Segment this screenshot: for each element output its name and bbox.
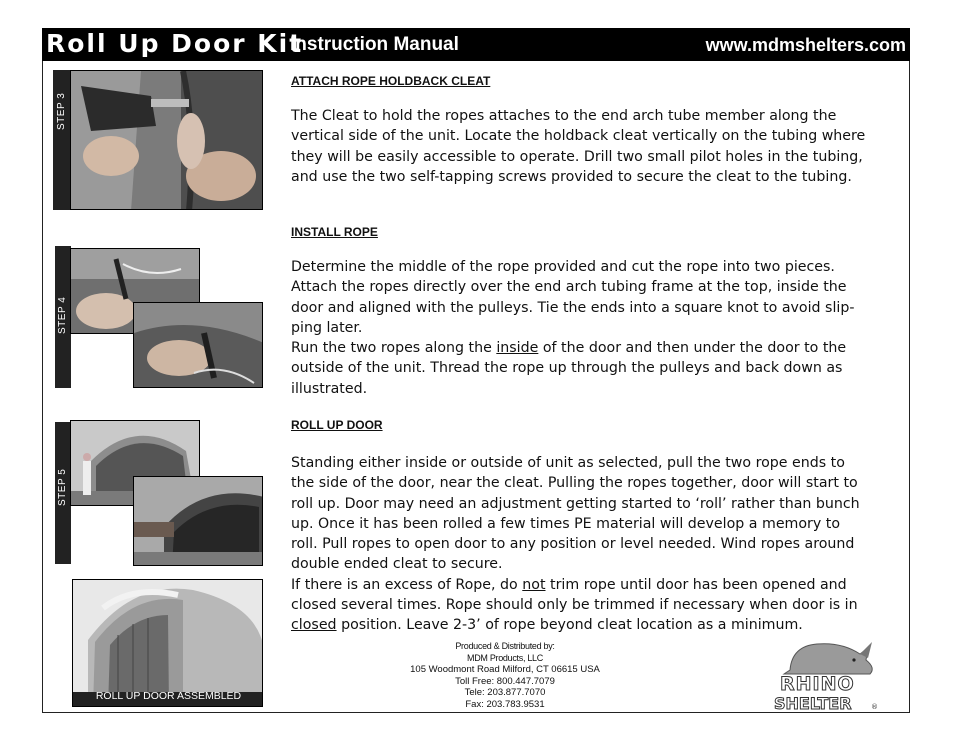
roll-up-paragraph-2 — [291, 575, 866, 636]
emphasis-not: not — [522, 576, 546, 593]
text-run: Run the two ropes along the — [291, 340, 497, 357]
section-body-attach-cleat — [291, 106, 866, 187]
section-title-roll-up-door: ROLL UP DOOR — [291, 418, 383, 432]
step-3-label: STEP 3 — [56, 92, 67, 130]
produced-by-label: Produced & Distributed by: — [455, 641, 555, 651]
step-4-label: STEP 4 — [57, 296, 68, 334]
website-link[interactable]: www.mdmshelters.com — [705, 35, 906, 55]
company-name: MDM Products, LLC — [467, 652, 543, 663]
registered-mark: ® — [871, 703, 878, 711]
text-run: position. Leave 2-3’ of rope beyond cleat location as a minimum. — [336, 617, 803, 634]
step-5-photo-b — [133, 476, 263, 566]
section-body-install-rope — [291, 257, 866, 399]
step-5-bar — [55, 422, 71, 564]
fax-number: Fax: 203.783.9531 — [465, 698, 545, 710]
page-subtitle: Instruction Manual — [290, 34, 459, 55]
text-run: If there is an excess of Rope, do — [291, 576, 523, 593]
assembled-photo — [72, 579, 263, 707]
company-address: 105 Woodmont Road Milford, CT 06615 USA — [410, 664, 600, 675]
section-title-install-rope: INSTALL ROPE — [291, 225, 378, 239]
roll-up-paragraph: Standing either inside or outside of unit as selected, pull the two rope ends to the side of the door, near the cleat. Pulling the ropes together, door will start to roll up. Door may need an adjustment getting started to ‘roll’ rather than bunch up. Once it has been rolled a few times PE material will develop a memory to roll. Pull ropes to open door to any position or level needed. Wind ropes around double ended cleat to secure. — [291, 455, 860, 573]
section-body-roll-up-door — [291, 453, 866, 636]
step-4-bar — [55, 246, 71, 388]
text-run: trim rope until door has been opened and closed several times. Rope should only be trimmed if necessary when door is in — [291, 576, 858, 614]
footer-contact — [360, 641, 650, 710]
install-rope-paragraph-2 — [291, 338, 866, 399]
section-title-attach-cleat: ATTACH ROPE HOLDBACK CLEAT — [291, 74, 491, 88]
attach-cleat-paragraph: The Cleat to hold the ropes attaches to the end arch tube member along the vertical side of the unit. Locate the holdback cleat vertically on the tubing where they will be easily accessible to operate. Drill two small pilot holes in the tubing, and use the two self-tapping screws provided to secure the cleat to the tubing. — [291, 108, 866, 185]
assembled-caption: ROLL UP DOOR ASSEMBLED — [95, 690, 242, 702]
logo-line-1: RHINO — [780, 673, 855, 695]
install-rope-paragraph: Determine the middle of the rope provided and cut the rope into two pieces. Attach the ropes directly over the end arch tubing frame at the top, inside the door and aligned with the pulleys. Tie the ends into a square knot to avoid slip-ping later. — [291, 259, 855, 336]
logo-wordmark — [774, 673, 878, 712]
text-run: of the door and then under the door to the outside of the unit. Thread the rope up through the pulleys and back down as illustrated. — [291, 340, 847, 397]
rhino-shelter-logo — [772, 640, 880, 712]
emphasis-inside: inside — [496, 340, 539, 357]
step-5-label: STEP 5 — [57, 468, 68, 506]
step-3-photo — [70, 70, 263, 210]
logo-line-2: SHELTER — [774, 694, 852, 712]
tele-number: Tele: 203.877.7070 — [464, 687, 546, 698]
toll-free-number: Toll Free: 800.447.7079 — [455, 675, 555, 687]
step-3-bar — [53, 70, 71, 210]
step-4-photo-b — [133, 302, 263, 388]
emphasis-closed: closed — [291, 617, 337, 634]
page-header — [42, 28, 910, 61]
page-title: Roll Up Door Kit — [46, 29, 304, 58]
